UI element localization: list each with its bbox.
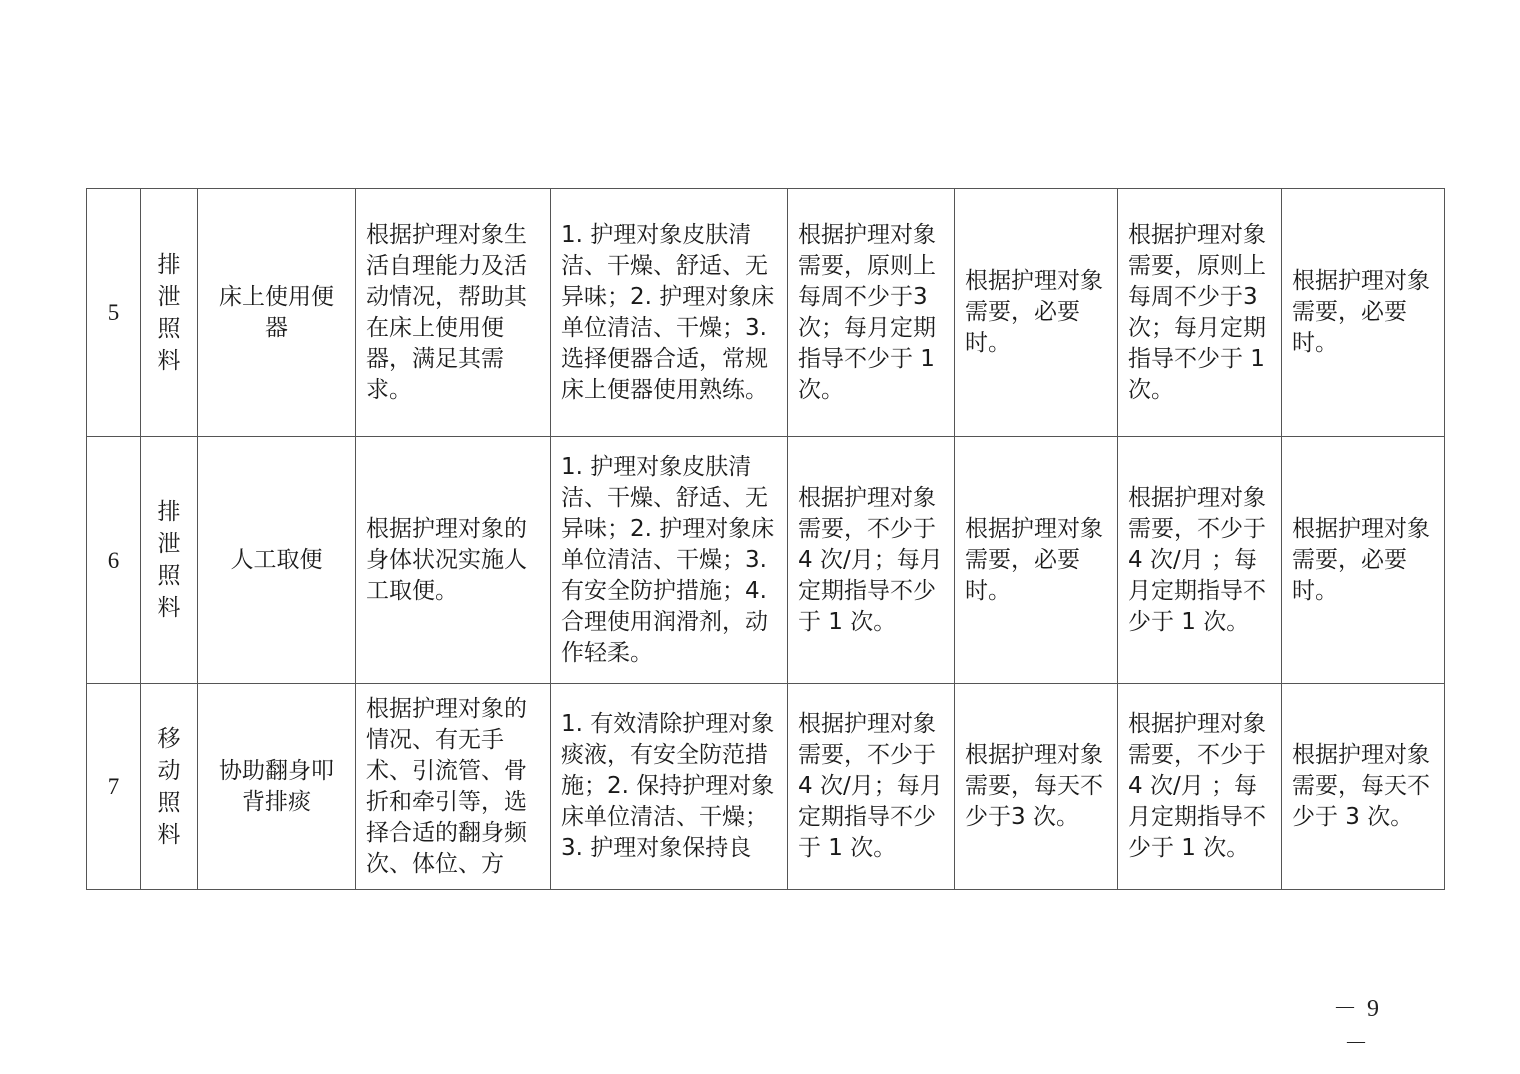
row-number: 5 (87, 189, 141, 437)
service-item: 人工取便 (198, 437, 356, 684)
service-category-text: 排泄照料 (157, 251, 181, 374)
frequency-c: 根据护理对象需要，不少于 4 次/月 ；每月定期指导不少于 1 次。 (1118, 437, 1282, 684)
service-standard-text: 1. 有效清除护理对象痰液，有安全防范措施；2. 保持护理对象床单位清洁、干燥；3. 护理对象保持良 (561, 711, 775, 861)
service-item: 床上使用便器 (198, 189, 356, 437)
row-number: 6 (87, 437, 141, 684)
table-row (87, 437, 1445, 684)
table-row (87, 684, 1445, 890)
frequency-a: 根据护理对象需要，不少于4 次/月；每月定期指导不少于 1 次。 (788, 437, 955, 684)
frequency-c: 根据护理对象需要，原则上每周不少于3 次；每月定期指导不少于 1 次。 (1118, 189, 1282, 437)
frequency-b: 根据护理对象需要，必要时。 (955, 437, 1118, 684)
service-standard: 1. 护理对象皮肤清洁、干燥、舒适、无异味；2. 护理对象床单位清洁、干燥；3.有安全防护措施；4.合理使用润滑剂，动作轻柔。 (551, 437, 788, 684)
frequency-b: 根据护理对象需要，必要时。 (955, 189, 1118, 437)
frequency-d: 根据护理对象需要，每天不少于 3 次。 (1282, 684, 1445, 890)
service-category-text: 排泄照料 (157, 499, 181, 621)
service-content (356, 684, 551, 890)
service-category (141, 437, 198, 684)
service-category (141, 684, 198, 890)
service-content: 根据护理对象生活自理能力及活动情况，帮助其在床上使用便器，满足其需求。 (356, 189, 551, 437)
service-category (141, 189, 198, 437)
care-service-table (86, 188, 1445, 890)
row-number: 7 (87, 684, 141, 890)
service-category-text: 移动照料 (157, 725, 181, 848)
frequency-a: 根据护理对象需要，不少于4 次/月；每月定期指导不少于 1 次。 (788, 684, 955, 890)
service-standard (551, 684, 788, 890)
service-item: 协助翻身叩背排痰 (198, 684, 356, 890)
frequency-d: 根据护理对象需要，必要时。 (1282, 189, 1445, 437)
table-row (87, 189, 1445, 437)
frequency-c: 根据护理对象需要，不少于 4 次/月 ；每月定期指导不少于 1 次。 (1118, 684, 1282, 890)
service-content-text: 根据护理对象的情况、有无手术、引流管、骨折和牵引等，选择合适的翻身频次、体位、方 (366, 695, 527, 877)
page-number: － 9 － (1333, 996, 1381, 1057)
service-content: 根据护理对象的身体状况实施人工取便。 (356, 437, 551, 684)
frequency-a: 根据护理对象需要，原则上每周不少于3 次；每月定期指导不少于 1 次。 (788, 189, 955, 437)
frequency-d: 根据护理对象需要，必要时。 (1282, 437, 1445, 684)
frequency-b: 根据护理对象需要，每天不少于3 次。 (955, 684, 1118, 890)
service-standard: 1. 护理对象皮肤清洁、干燥、舒适、无异味；2. 护理对象床单位清洁、干燥；3.选择便器合适，常规床上便器使用熟练。 (551, 189, 788, 437)
